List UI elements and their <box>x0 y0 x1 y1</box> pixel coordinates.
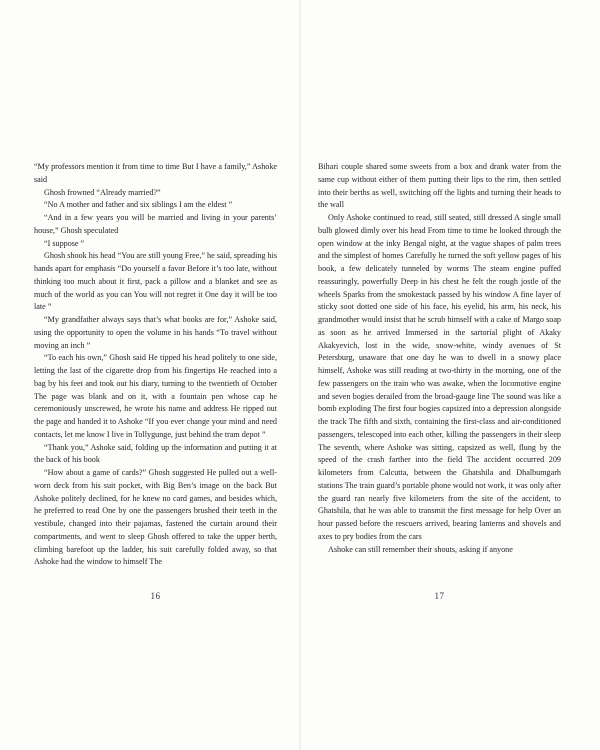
paragraph: “And in a few years you will be married and living in your parents’ house,” Ghosh speculated <box>34 213 277 235</box>
paragraph: “My grandfather always says that’s what books are for,” Ashoke said, using the opportunity to open the volume in his hands “To travel without moving an inch ” <box>34 315 277 350</box>
paragraph: “Thank you,” Ashoke said, folding up the information and putting it at the back of his book <box>34 442 277 465</box>
page-number: 16 <box>150 591 161 601</box>
page-number: 17 <box>434 591 445 601</box>
paragraph: “No A mother and father and six siblings I am the eldest ” <box>44 200 233 210</box>
left-page <box>34 161 277 569</box>
paragraph: Ashoke can still remember their shouts, asking if anyone <box>328 544 513 554</box>
book-gutter <box>299 0 301 750</box>
paragraph: “How about a game of cards?” Ghosh suggested He pulled out a well-worn deck from his suit pocket, with Big Ben’s image on the back But Ashoke politely declined, for he knew no card games, and besides which, he preferred to read One by one the passengers brushed their teeth in the vestibule, changed into their pajamas, fastened the curtain around their compartments, and went to sleep Ghosh offered to take the upper berth, climbing barefoot up the ladder, his suit carefully folded away, so that Ashoke had the window to himself The <box>34 468 277 567</box>
right-page <box>318 161 561 556</box>
left-page-text <box>34 161 277 569</box>
paragraph: “I suppose ” <box>44 238 85 248</box>
paragraph: Bihari couple shared some sweets from a box and drank water from the same cup without either of them putting their lips to the rim, then settled into their berths as well, switching off the lights and turning their heads to the wall <box>318 162 561 210</box>
paragraph: Only Ashoke continued to read, still seated, still dressed A single small bulb glowed dimly over his head From time to time he looked through the open window at the inky Bengal night, at the vague shapes of palm trees and the simplest of homes Carefully he turned the soft yellow pages of his book, a few delicately tunneled by worms The steam engine puffed reassuringly, powerfully Deep in his chest he felt the rough jostle of the wheels Sparks from the smokestack passed by his window A fine layer of sticky soot dotted one side of his face, his eyelid, his arm, his neck, his grandmother would insist that he scrub himself with a cake of Margo soap as soon as he arrived Immersed in the sartorial plight of Akaky Akakyevich, lost in the wide, snow-white, windy avenues of St Petersburg, unaware that one day he was to dwell in a snowy place himself, Ashoke was still reading at two-thirty in the morning, one of the few passengers on the train who was awake, when the locomotive engine and seven bogies derailed from the broad-gauge line The sound was like a bomb exploding The first four bogies capsized into a depression alongside the track The fifth and sixth, containing the first-class and air-conditioned passengers, telescoped into each other, killing the passengers in their sleep The seventh, where Ashoke was sitting, capsized as well, flung by the speed of the crash farther into the field The accident occurred 209 kilometers from Calcutta, between the Ghatshila and Dhalbumgarh stations The train guard’s portable phone would not work, it was only after the guard ran nearly five kilometers from the site of the accident, to Ghatshila, that he was able to transmit the first message for help Over an hour passed before the rescuers arrived, bearing lanterns and shovels and axes to pry bodies from the cars <box>318 213 561 541</box>
paragraph: Ghosh frowned “Already married?” <box>44 187 161 197</box>
paragraph: Ghosh shook his head “You are still young Free,” he said, spreading his hands apart for emphasis “Do yourself a favor Before it’s too late, without thinking too much about it first, pack a pillow and a blanket and see as much of the world as you can You will not regret it One day it will be too late ” <box>34 251 277 312</box>
paragraph: “To each his own,” Ghosh said He tipped his head politely to one side, letting the last of the cigarette drop from his fingertips He reached into a bag by his feet and took out his diary, turning to the twentieth of October The page was blank and on it, with a fountain pen whose cap he ceremoniously unscrewed, he wrote his name and address He ripped out the page and handed it to Ashoke “If you ever change your mind and need contacts, let me know I live in Tollygunge, just behind the tram depot ” <box>34 353 277 439</box>
right-page-text <box>318 161 561 556</box>
paragraph: “My professors mention it from time to time But I have a family,” Ashoke said <box>34 162 277 184</box>
